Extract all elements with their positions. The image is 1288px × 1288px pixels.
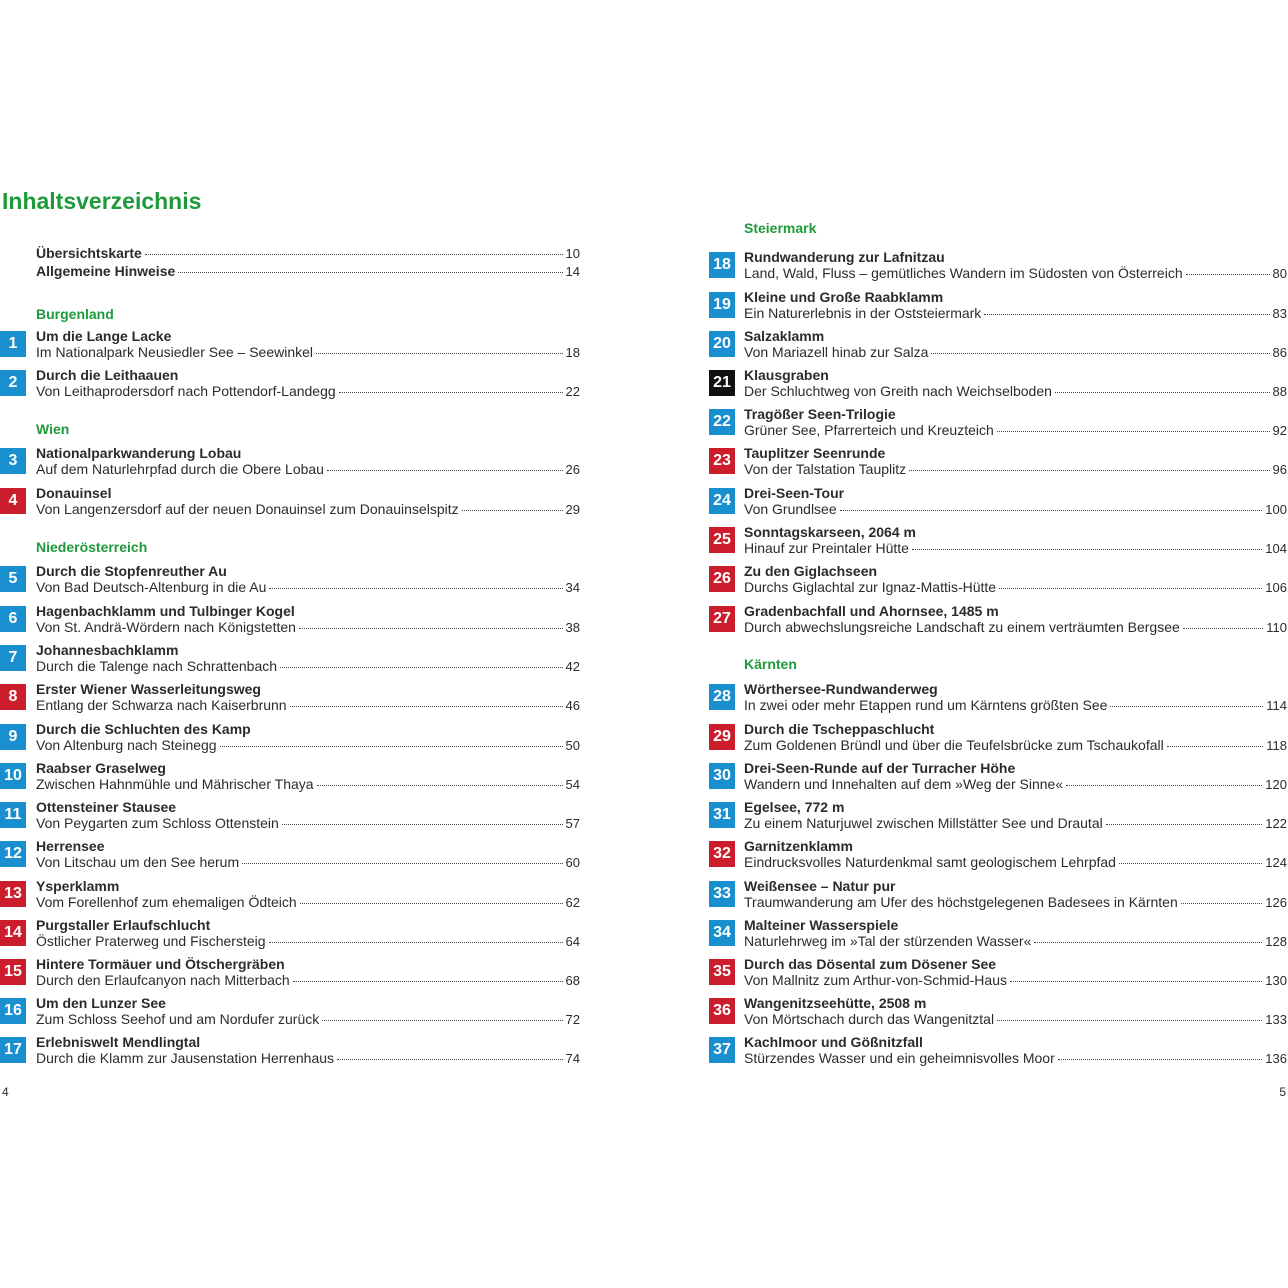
page-number: 46: [565, 698, 580, 713]
route-number-badge: 33: [709, 881, 735, 907]
route-subtitle-row: [744, 619, 1287, 636]
route-subtitle-row: [744, 1050, 1287, 1067]
route-subtitle: Ein Naturerlebnis in der Oststeiermark: [744, 305, 982, 321]
route-title: Um die Lange Lacke: [36, 328, 172, 344]
toc-entry[interactable]: [709, 603, 1287, 639]
page-number: 22: [565, 384, 580, 399]
route-subtitle-row: [36, 1050, 580, 1067]
route-number-badge: 6: [0, 606, 26, 632]
route-subtitle: Zu einem Naturjuwel zwischen Millstätter See und Drautal: [744, 815, 1103, 831]
toc-entry[interactable]: [709, 406, 1287, 442]
route-number-badge: 8: [0, 684, 26, 710]
route-number-badge: 23: [709, 448, 735, 474]
route-number-badge: 5: [0, 566, 26, 592]
leader-dots: [912, 549, 1262, 550]
route-number-badge: 17: [0, 1037, 26, 1063]
route-number-badge: 14: [0, 920, 26, 946]
toc-entry[interactable]: [709, 760, 1287, 796]
leader-dots: [1010, 981, 1262, 982]
route-number-badge: 25: [709, 527, 735, 553]
leader-dots: [299, 628, 563, 629]
page-number: 60: [565, 855, 580, 870]
page-number: 130: [1265, 973, 1287, 988]
toc-entry[interactable]: [709, 289, 1287, 325]
route-subtitle: Von Mariazell hinab zur Salza: [744, 344, 929, 360]
route-title: Sonntagskarseen, 2064 m: [744, 524, 916, 540]
route-number-badge: 16: [0, 998, 26, 1024]
route-title: Durch die Schluchten des Kamp: [36, 721, 251, 737]
page-number: 42: [565, 659, 580, 674]
route-subtitle-row: [744, 540, 1287, 557]
route-title: Drei-Seen-Tour: [744, 485, 845, 501]
route-subtitle: Hinauf zur Preintaler Hütte: [744, 540, 909, 556]
toc-entry[interactable]: [0, 799, 580, 835]
toc-entry[interactable]: [0, 1034, 580, 1070]
section-heading-niederoesterreich: Niederösterreich: [36, 539, 148, 555]
toc-entry[interactable]: [0, 642, 580, 678]
route-subtitle-row: [36, 894, 580, 911]
leader-dots: [1055, 392, 1270, 393]
section-heading-steiermark: Steiermark: [744, 220, 817, 236]
route-subtitle-row: [36, 776, 580, 793]
route-subtitle: Von der Talstation Tauplitz: [744, 461, 907, 477]
toc-entry[interactable]: [0, 328, 580, 364]
route-title: Raabser Graselweg: [36, 760, 166, 776]
route-subtitle: Von Grundlsee: [744, 501, 837, 517]
leader-dots: [1110, 706, 1263, 707]
route-subtitle: Durch abwechslungsreiche Landschaft zu einem verträumten Bergsee: [744, 619, 1180, 635]
route-title: Durch die Leithaauen: [36, 367, 179, 383]
route-subtitle: Naturlehrweg im »Tal der stürzenden Wasser«: [744, 933, 1032, 949]
toc-entry[interactable]: [0, 721, 580, 757]
route-title: Tauplitzer Seenrunde: [744, 445, 886, 461]
toc-entry[interactable]: [0, 760, 580, 796]
leader-dots: [999, 588, 1262, 589]
leader-dots: [462, 510, 563, 511]
leader-dots: [1066, 785, 1262, 786]
page-number: 110: [1266, 620, 1287, 635]
route-title: Um den Lunzer See: [36, 995, 166, 1011]
page-number: 106: [1265, 580, 1287, 595]
route-subtitle: Durch die Klamm zur Jausenstation Herrenhaus: [36, 1050, 335, 1066]
page-number-left: 4: [2, 1085, 9, 1099]
toc-entry[interactable]: [0, 445, 580, 481]
leader-dots: [1167, 746, 1264, 747]
route-number-badge: 4: [0, 488, 26, 514]
toc-entry[interactable]: [0, 878, 580, 914]
toc-entry[interactable]: [709, 799, 1287, 835]
leader-dots: [300, 903, 563, 904]
page-number: 128: [1265, 934, 1287, 949]
page-number: 68: [565, 973, 580, 988]
toc-entry[interactable]: [709, 917, 1287, 953]
route-number-badge: 15: [0, 959, 26, 985]
leader-dots: [317, 785, 563, 786]
route-subtitle: Eindrucksvolles Naturdenkmal samt geologischem Lehrpfad: [744, 854, 1116, 870]
route-title: Johannesbachklamm: [36, 642, 179, 658]
page-number: 72: [565, 1012, 580, 1027]
route-subtitle-row: [744, 972, 1287, 989]
leader-dots: [280, 667, 563, 668]
route-subtitle: Zum Schloss Seehof und am Nordufer zurück: [36, 1011, 320, 1027]
route-subtitle-row: [36, 972, 580, 989]
leader-dots: [337, 1059, 563, 1060]
page-number: 74: [565, 1051, 580, 1066]
route-title: Ottensteiner Stausee: [36, 799, 177, 815]
route-number-badge: 19: [709, 292, 735, 318]
leader-dots: [1183, 628, 1263, 629]
leader-dots: [931, 353, 1269, 354]
toc-entry[interactable]: [709, 367, 1287, 403]
leader-dots: [840, 510, 1263, 511]
page-number: 118: [1266, 738, 1287, 753]
page-number: 54: [565, 777, 580, 792]
route-subtitle-row: [744, 737, 1287, 754]
section-heading-burgenland: Burgenland: [36, 306, 114, 322]
page-number: 104: [1265, 541, 1287, 556]
toc-entry[interactable]: [709, 956, 1287, 992]
page-number: 100: [1265, 502, 1287, 517]
route-title: Salzaklamm: [744, 328, 825, 344]
route-title: Kleine und Große Raabklamm: [744, 289, 944, 305]
route-title: Egelsee, 772 m: [744, 799, 845, 815]
route-title: Weißensee – Natur pur: [744, 878, 896, 894]
toc-entry[interactable]: [0, 563, 580, 599]
route-subtitle: Der Schluchtweg von Greith nach Weichselboden: [744, 383, 1052, 399]
page-number: 62: [565, 895, 580, 910]
page-number: 136: [1265, 1051, 1287, 1066]
leader-dots: [269, 588, 562, 589]
route-number-badge: 29: [709, 724, 735, 750]
route-subtitle: Im Nationalpark Neusiedler See – Seewinkel: [36, 344, 314, 360]
route-title: Erster Wiener Wasserleitungsweg: [36, 681, 261, 697]
leader-dots: [269, 942, 563, 943]
route-subtitle-row: [36, 461, 580, 478]
route-subtitle-row: [744, 344, 1287, 361]
leader-dots: [316, 353, 562, 354]
route-title: Gradenbachfall und Ahornsee, 1485 m: [744, 603, 999, 619]
route-number-badge: 31: [709, 802, 735, 828]
page-number: 133: [1265, 1012, 1287, 1027]
route-subtitle-row: [36, 579, 580, 596]
toc-entry[interactable]: [0, 485, 580, 521]
leader-dots: [997, 1020, 1262, 1021]
route-subtitle-row: [36, 619, 580, 636]
route-subtitle: Durch den Erlaufcanyon nach Mitterbach: [36, 972, 290, 988]
leader-dots: [242, 863, 562, 864]
route-subtitle-row: [36, 383, 580, 400]
toc-entry[interactable]: [709, 485, 1287, 521]
route-number-badge: 26: [709, 566, 735, 592]
page-number: 18: [565, 345, 580, 360]
leader-dots: [1034, 942, 1262, 943]
route-title: Nationalparkwanderung Lobau: [36, 445, 242, 461]
toc-entry[interactable]: [0, 838, 580, 874]
page-number: 92: [1272, 423, 1287, 438]
route-number-badge: 22: [709, 409, 735, 435]
route-subtitle: Grüner See, Pfarrerteich und Kreuzteich: [744, 422, 994, 438]
page-number: 26: [565, 462, 580, 477]
route-subtitle-row: [744, 305, 1287, 322]
route-subtitle-row: [744, 697, 1287, 714]
toc-general-item[interactable]: Allgemeine Hinweise 14: [36, 263, 580, 279]
route-number-badge: 2: [0, 370, 26, 396]
toc-entry[interactable]: [0, 995, 580, 1031]
route-number-badge: 13: [0, 881, 26, 907]
route-subtitle: Von Langenzersdorf auf der neuen Donauinsel zum Donauinselspitz: [36, 501, 459, 517]
route-subtitle-row: [36, 658, 580, 675]
route-subtitle: Zum Goldenen Bründl und über die Teufelsbrücke zum Tschaukofall: [744, 737, 1164, 753]
page-number: 80: [1272, 266, 1287, 281]
route-number-badge: 11: [0, 802, 26, 828]
route-subtitle-row: [36, 697, 580, 714]
route-subtitle-row: [36, 1011, 580, 1028]
route-subtitle: Von Leithaprodersdorf nach Pottendorf-Landegg: [36, 383, 336, 399]
page-number: 86: [1272, 345, 1287, 360]
toc-entry[interactable]: [709, 524, 1287, 560]
route-number-badge: 3: [0, 448, 26, 474]
route-subtitle: Von Peygarten zum Schloss Ottenstein: [36, 815, 279, 831]
route-number-badge: 1: [0, 331, 26, 357]
route-title: Purgstaller Erlaufschlucht: [36, 917, 211, 933]
toc-entry[interactable]: [0, 603, 580, 639]
page-number: 124: [1265, 855, 1287, 870]
leader-dots: [282, 824, 563, 825]
page-number: 64: [565, 934, 580, 949]
leader-dots: [220, 746, 563, 747]
toc-entry[interactable]: [0, 367, 580, 403]
leader-dots: [339, 392, 563, 393]
route-title: Ysperklamm: [36, 878, 120, 894]
leader-dots: [293, 981, 563, 982]
toc-entry[interactable]: [709, 681, 1287, 717]
page-number: 126: [1265, 895, 1287, 910]
section-heading-kaernten: Kärnten: [744, 656, 797, 672]
route-title: Tragößer Seen-Trilogie: [744, 406, 896, 422]
route-title: Herrensee: [36, 838, 105, 854]
route-subtitle: Traumwanderung am Ufer des höchstgelegenen Badesees in Kärnten: [744, 894, 1178, 910]
route-number-badge: 18: [709, 252, 735, 278]
page-number: 57: [565, 816, 580, 831]
route-subtitle-row: [744, 854, 1287, 871]
route-subtitle-row: [36, 933, 580, 950]
page-number: 29: [565, 502, 580, 517]
route-title: Hagenbachklamm und Tulbinger Kogel: [36, 603, 295, 619]
toc-entry[interactable]: [0, 956, 580, 992]
route-subtitle: Von Mallnitz zum Arthur-von-Schmid-Haus: [744, 972, 1007, 988]
route-title: Donauinsel: [36, 485, 112, 501]
route-number-badge: 7: [0, 645, 26, 671]
route-subtitle-row: [744, 776, 1287, 793]
route-title: Erlebniswelt Mendlingtal: [36, 1034, 201, 1050]
leader-dots: [984, 314, 1269, 315]
route-title: Zu den Giglachseen: [744, 563, 878, 579]
route-subtitle-row: [36, 344, 580, 361]
route-title: Kachlmoor und Gößnitzfall: [744, 1034, 923, 1050]
route-subtitle: Wandern und Innehalten auf dem »Weg der Sinne«: [744, 776, 1064, 792]
route-subtitle: Vom Forellenhof zum ehemaligen Ödteich: [36, 894, 297, 910]
page-number: 114: [1266, 698, 1287, 713]
page-title: Inhaltsverzeichnis: [2, 188, 202, 214]
toc-entry[interactable]: [709, 445, 1287, 481]
route-subtitle-row: [744, 579, 1287, 596]
route-subtitle-row: [744, 265, 1287, 282]
leader-dots: [1058, 1059, 1263, 1060]
toc-entry[interactable]: [709, 563, 1287, 599]
route-subtitle-row: [36, 737, 580, 754]
toc-general-item[interactable]: Übersichtskarte 10: [36, 245, 580, 261]
page-number: 96: [1272, 462, 1287, 477]
route-title: Wörthersee-Rundwanderweg: [744, 681, 938, 697]
page-number: 38: [565, 620, 580, 635]
route-number-badge: 21: [709, 370, 735, 396]
route-subtitle-row: [744, 933, 1287, 950]
route-subtitle: In zwei oder mehr Etappen rund um Kärntens größten See: [744, 697, 1108, 713]
leader-dots: [290, 706, 563, 707]
route-number-badge: 9: [0, 724, 26, 750]
route-subtitle: Von Mörtschach durch das Wangenitztal: [744, 1011, 995, 1027]
route-number-badge: 34: [709, 920, 735, 946]
route-number-badge: 20: [709, 331, 735, 357]
route-title: Klausgraben: [744, 367, 829, 383]
route-number-badge: 35: [709, 959, 735, 985]
page-number: 88: [1272, 384, 1287, 399]
route-subtitle-row: [744, 422, 1287, 439]
toc-entry[interactable]: [709, 878, 1287, 914]
route-subtitle: Von St. Andrä-Wördern nach Königstetten: [36, 619, 296, 635]
route-number-badge: 30: [709, 763, 735, 789]
page-number: 122: [1265, 816, 1287, 831]
route-number-badge: 28: [709, 684, 735, 710]
route-subtitle: Von Altenburg nach Steinegg: [36, 737, 217, 753]
route-number-badge: 10: [0, 763, 26, 789]
leader-dots: [327, 470, 563, 471]
route-subtitle-row: [744, 894, 1287, 911]
leader-dots: [1181, 903, 1263, 904]
route-title: Malteiner Wasserspiele: [744, 917, 899, 933]
toc-entry[interactable]: [709, 328, 1287, 364]
page-number: 120: [1265, 777, 1287, 792]
route-subtitle: Durchs Giglachtal zur Ignaz-Mattis-Hütte: [744, 579, 997, 595]
route-number-badge: 37: [709, 1037, 735, 1063]
toc-entry[interactable]: [0, 681, 580, 717]
leader-dots: [1186, 274, 1270, 275]
route-title: Durch die Tscheppaschlucht: [744, 721, 935, 737]
leader-dots: [1106, 824, 1263, 825]
route-number-badge: 32: [709, 841, 735, 867]
route-subtitle: Von Litschau um den See herum: [36, 854, 240, 870]
route-subtitle: Zwischen Hahnmühle und Mährischer Thaya: [36, 776, 314, 792]
route-subtitle: Von Bad Deutsch-Altenburg in die Au: [36, 579, 267, 595]
route-number-badge: 24: [709, 488, 735, 514]
page-number: 50: [565, 738, 580, 753]
toc-entry[interactable]: [709, 721, 1287, 757]
route-subtitle-row: [36, 815, 580, 832]
leader-dots: [997, 431, 1270, 432]
route-title: Durch die Stopfenreuther Au: [36, 563, 227, 579]
route-subtitle-row: [36, 854, 580, 871]
route-title: Durch das Dösental zum Dösener See: [744, 956, 997, 972]
route-title: Garnitzenklamm: [744, 838, 853, 854]
toc-entry[interactable]: [0, 917, 580, 953]
toc-entry[interactable]: [709, 1034, 1287, 1070]
route-subtitle: Durch die Talenge nach Schrattenbach: [36, 658, 278, 674]
route-subtitle: Östlicher Praterweg und Fischersteig: [36, 933, 266, 949]
leader-dots: [1119, 863, 1262, 864]
route-title: Wangenitzseehütte, 2508 m: [744, 995, 927, 1011]
route-title: Rundwanderung zur Lafnitzau: [744, 249, 945, 265]
page-number: 83: [1272, 306, 1287, 321]
route-title: Drei-Seen-Runde auf der Turracher Höhe: [744, 760, 1016, 776]
route-subtitle-row: [744, 501, 1287, 518]
route-title: Hintere Tormäuer und Ötschergräben: [36, 956, 285, 972]
toc-entry[interactable]: [709, 838, 1287, 874]
leader-dots: [909, 470, 1269, 471]
route-subtitle: Land, Wald, Fluss – gemütliches Wandern im Südosten von Österreich: [744, 265, 1183, 281]
toc-entry[interactable]: [709, 995, 1287, 1031]
route-subtitle: Stürzendes Wasser und ein geheimnisvolles Moor: [744, 1050, 1055, 1066]
route-subtitle-row: [744, 383, 1287, 400]
route-subtitle: Entlang der Schwarza nach Kaiserbrunn: [36, 697, 287, 713]
route-number-badge: 36: [709, 998, 735, 1024]
route-subtitle-row: [744, 461, 1287, 478]
route-number-badge: 27: [709, 606, 735, 632]
route-number-badge: 12: [0, 841, 26, 867]
leader-dots: [322, 1020, 562, 1021]
page-number: 34: [565, 580, 580, 595]
page-number-right: 5: [1279, 1085, 1286, 1099]
toc-entry[interactable]: [709, 249, 1287, 285]
route-subtitle-row: [744, 1011, 1287, 1028]
route-subtitle-row: [36, 501, 580, 518]
route-subtitle-row: [744, 815, 1287, 832]
route-subtitle: Auf dem Naturlehrpfad durch die Obere Lobau: [36, 461, 324, 477]
section-heading-wien: Wien: [36, 421, 70, 437]
